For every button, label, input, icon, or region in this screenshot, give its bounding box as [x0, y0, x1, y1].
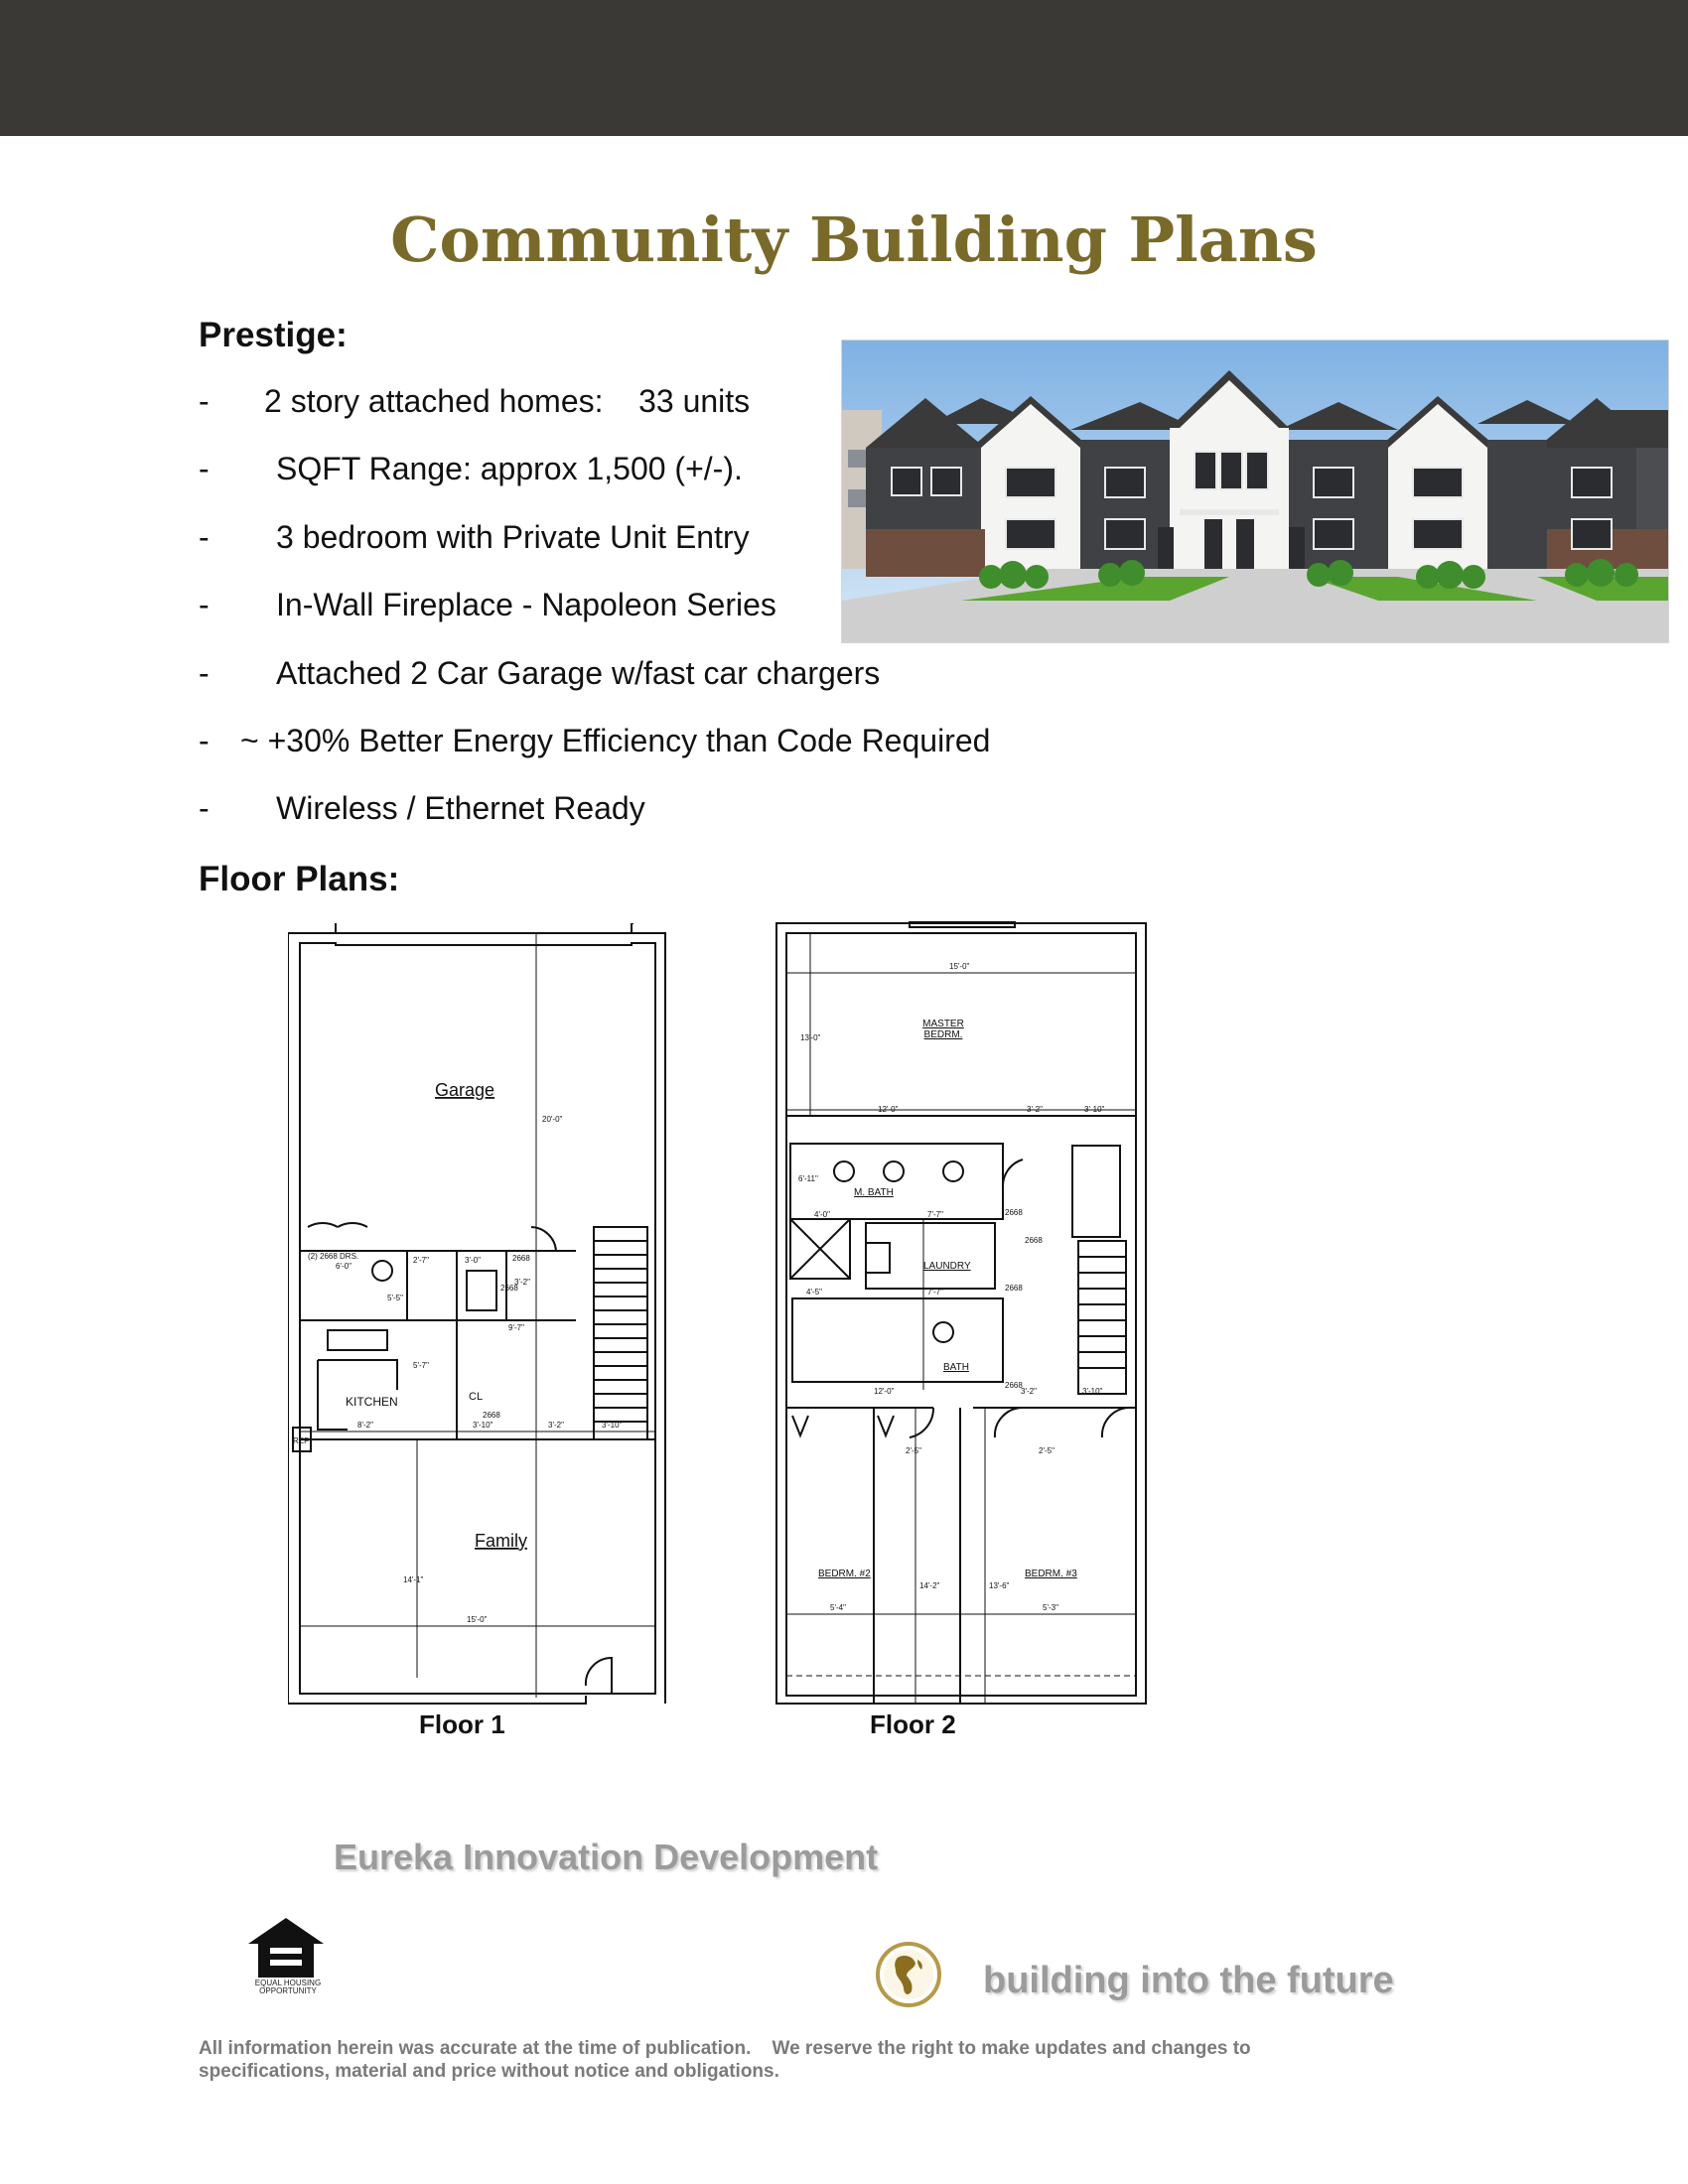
dimension-label: 2'-7": [413, 1256, 429, 1265]
feature-text: 2 story attached homes: 33 units: [264, 383, 751, 419]
feature-item: [199, 788, 1092, 856]
feature-text: Wireless / Ethernet Ready: [276, 790, 645, 827]
dimension-label: 12'-0": [878, 1105, 899, 1114]
floor-1-drawing: [288, 923, 669, 1707]
dimension-label: 2668: [500, 1284, 518, 1293]
dimension-label: 15'-0": [949, 962, 970, 971]
dimension-label: 3'-10": [602, 1421, 623, 1430]
dimension-label: 13'-6": [989, 1581, 1010, 1590]
dimension-label: 2668: [1005, 1381, 1023, 1390]
dimension-label: 3'-2": [548, 1421, 564, 1430]
disclaimer-line: specifications, material and price without notice and obligations.: [199, 2061, 779, 2082]
room-label: KITCHEN: [346, 1395, 398, 1409]
dimension-label: 15'-0": [467, 1615, 488, 1624]
room-label: BATH: [943, 1362, 969, 1373]
dimension-label: 20'-0": [542, 1115, 563, 1124]
floor-1-label: Floor 1: [419, 1709, 505, 1739]
dimension-label: 12'-0": [874, 1387, 895, 1396]
room-label: REF: [293, 1436, 309, 1445]
feature-text: 3 bedroom with Private Unit Entry: [276, 518, 750, 555]
header-band: [0, 0, 1688, 136]
floor-2-label: Floor 2: [870, 1709, 956, 1739]
floor-2-drawing: [774, 921, 1150, 1707]
dimension-label: 3'-10": [1082, 1387, 1103, 1396]
dimension-label: 2668: [512, 1254, 530, 1263]
feature-item: [199, 653, 1092, 721]
feature-text: ~ +30% Better Energy Efficiency than Code Required: [240, 722, 991, 758]
dimension-label: 4'-5": [806, 1288, 822, 1297]
room-label: LAUNDRY: [923, 1261, 971, 1272]
company-name: Eureka Innovation Development: [334, 1837, 879, 1877]
dimension-label: 3'-2": [1027, 1105, 1043, 1114]
prestige-heading: Prestige:: [199, 316, 348, 354]
dimension-label: 4'-0": [814, 1210, 830, 1219]
dimension-label: (2) 2668 DRS.: [308, 1252, 359, 1261]
dimension-label: 14'-2": [919, 1581, 940, 1590]
globe-logo-icon: [874, 1940, 943, 2009]
room-label: CL: [469, 1391, 484, 1403]
floor-2-plan: [774, 921, 1150, 1707]
dimension-label: 7'-7": [927, 1288, 943, 1297]
feature-text: SQFT Range: approx 1,500 (+/-).: [276, 451, 743, 487]
dimension-label: 5'-4": [830, 1603, 846, 1612]
room-label: MASTER BEDRM.: [922, 1019, 964, 1040]
dimension-label: 3'-10": [1084, 1105, 1105, 1114]
room-label: Family: [475, 1531, 527, 1551]
room-label: BEDRM. #3: [1025, 1569, 1077, 1579]
feature-text: Attached 2 Car Garage w/fast car chargers: [276, 654, 881, 691]
page-title: Community Building Plans: [390, 204, 1318, 276]
floor-plans-heading: Floor Plans:: [199, 860, 400, 898]
dimension-label: 3'-2": [1021, 1387, 1037, 1396]
bullet-dash: -: [199, 722, 210, 758]
bullet-dash: -: [199, 518, 210, 555]
dimension-label: 2668: [1025, 1236, 1043, 1245]
dimension-label: 6'-0": [336, 1262, 352, 1271]
bullet-dash: -: [199, 587, 210, 623]
bullet-dash: -: [199, 383, 210, 419]
dimension-label: 2668: [483, 1411, 500, 1420]
equal-housing-text: EQUAL HOUSING OPPORTUNITY: [254, 1979, 322, 1995]
disclaimer: [199, 2037, 1430, 2083]
dimension-label: 2668: [1005, 1284, 1023, 1293]
feature-item: [199, 721, 1092, 788]
dimension-label: 3'-0": [465, 1256, 481, 1265]
dimension-label: 5'-3": [1043, 1603, 1058, 1612]
dimension-label: 5'-7": [413, 1361, 429, 1370]
room-label: BEDRM. #2: [818, 1569, 871, 1579]
room-label: M. BATH: [854, 1187, 894, 1198]
disclaimer-line: All information herein was accurate at the time of publication. We reserve the right to make updates and changes to: [199, 2038, 1251, 2059]
floor-1-plan: [288, 923, 669, 1707]
townhome-rendering: [841, 340, 1669, 643]
bullet-dash: -: [199, 654, 210, 691]
dimension-label: 7'-7": [927, 1210, 943, 1219]
dimension-label: 2'-5": [906, 1446, 921, 1455]
bullet-dash: -: [199, 451, 210, 487]
company-tagline: building into the future: [983, 1960, 1394, 2001]
dimension-label: 6'-11": [798, 1174, 818, 1183]
dimension-label: 13'-0": [800, 1033, 821, 1042]
dimension-label: 8'-2": [357, 1421, 373, 1430]
feature-text: In-Wall Fireplace - Napoleon Series: [276, 587, 776, 623]
dimension-label: 14'-1": [403, 1575, 424, 1584]
dimension-label: 2668: [1005, 1208, 1023, 1217]
dimension-label: 5'-5": [387, 1294, 403, 1302]
room-label: Garage: [435, 1080, 495, 1100]
bullet-dash: -: [199, 790, 210, 827]
townhome-rendering-illustration: [842, 341, 1669, 643]
dimension-label: 3'-2": [514, 1278, 530, 1287]
dimension-label: 3'-10": [473, 1421, 493, 1430]
dimension-label: 2'-5": [1039, 1446, 1055, 1455]
dimension-label: 9'-7": [508, 1323, 524, 1332]
